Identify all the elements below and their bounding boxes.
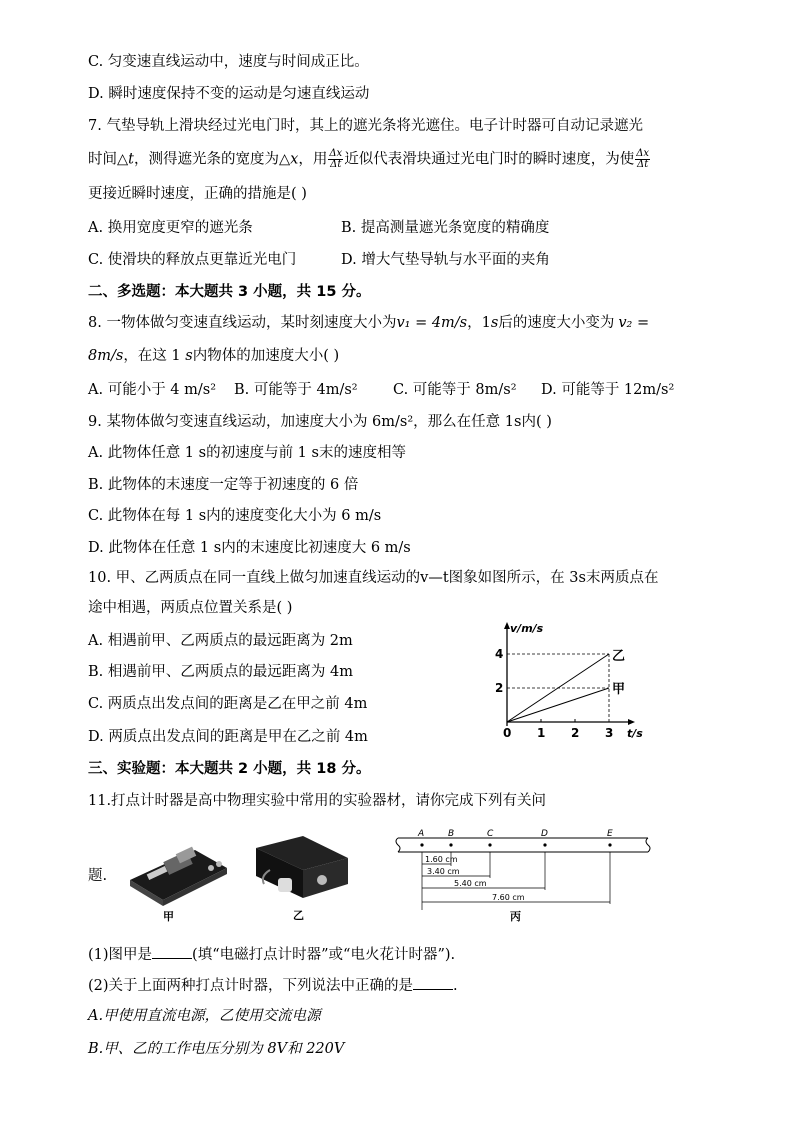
tape-label-e: E (607, 829, 613, 839)
dim-label-ac: 3.40 cm (427, 867, 460, 876)
q8-text: 8. 一物体做匀变速直线运动，某时刻速度大小为 (88, 315, 397, 331)
y-tick-2: 2 (495, 681, 504, 695)
q9-option-b: B. 此物体的末速度一定等于初速度的 6 倍 (88, 477, 359, 493)
y-axis-label: v/m/s (510, 622, 544, 635)
section-2-heading: 二、多选题：本大题共 3 小题，共 15 分。 (88, 284, 371, 300)
q11-part-1 (88, 944, 455, 965)
tape-dot-b (449, 843, 452, 846)
q8-v1: v₁ = 4m/s (396, 315, 468, 331)
tape-dot-d (543, 843, 546, 846)
timer-terminal (208, 865, 214, 871)
spark-timer-disc (278, 878, 292, 892)
x-tick-1: 1 (537, 726, 546, 740)
q7-stem-line1: 7. 气垫导轨上滑块经过光电门时，其上的遮光条将光遮住。电子计时器可自动记录遮光 (88, 118, 643, 134)
dim-label-ae: 7.60 cm (492, 893, 525, 902)
q8-option-c: C. 可能等于 8m/s² (393, 382, 517, 398)
tape-dot-e (608, 843, 611, 846)
q7-var-x: x (290, 151, 299, 168)
caption-yi: 乙 (293, 909, 304, 922)
q8-text: ，在这 1 (123, 348, 186, 364)
vt-graph (495, 618, 655, 748)
figure-yi-spark-timer (248, 826, 358, 923)
q8-unit-s: s (185, 348, 193, 364)
q10-option-c: C. 两质点出发点间的距离是乙在甲之前 4m (88, 696, 368, 712)
q11-part-2 (88, 975, 458, 996)
x-axis-label: t/s (627, 727, 643, 740)
q8-option-d: D. 可能等于 12m/s² (541, 382, 675, 398)
q8-stem-line1 (88, 313, 649, 333)
q10-option-d: D. 两质点出发点间的距离是甲在乙之前 4m (88, 729, 368, 745)
fraction-numerator: Δx (329, 148, 343, 159)
q7-text: ，测得遮光条的宽度为△ (133, 151, 291, 168)
x-tick-0: 0 (503, 726, 512, 740)
q11-part-1-text: (1)图甲是 (88, 947, 153, 963)
q7-text: ，用 (298, 151, 328, 168)
timer-terminal (216, 861, 222, 867)
q11-part-2-text: . (453, 978, 458, 994)
label-yi: 乙 (612, 649, 626, 664)
q11-option-b-text: 和 220 (287, 1041, 334, 1057)
fraction-numerator: Δx (636, 148, 650, 159)
label-jia: 甲 (612, 682, 626, 697)
q8-text: ，1 (467, 315, 491, 331)
figure-bing-paper-tape (392, 828, 652, 926)
q8-value: 8m/s (88, 348, 124, 364)
q7-stem-line3: 更接近瞬时速度，正确的措施是( ) (88, 186, 307, 202)
answer-blank-2[interactable] (413, 975, 453, 990)
q8-text: 后的速度大小变为 (498, 315, 615, 331)
q11-part-1-text: (填“电磁打点计时器”或“电火花计时器”). (192, 947, 456, 963)
q7-text: 时间△ (88, 151, 129, 168)
q6-option-c: C. 匀变速直线运动中，速度与时间成正比。 (88, 54, 369, 70)
q11-option-b (88, 1039, 344, 1059)
q8-stem-line2 (88, 346, 339, 366)
q8-text: 内物体的加速度大小( ) (192, 348, 340, 364)
dim-label-ab: 1.60 cm (425, 855, 458, 864)
q11-stem-line2: 题. (88, 868, 108, 884)
q8-option-b: B. 可能等于 4m/s² (234, 382, 358, 398)
figure-jia-electromagnetic-timer (125, 828, 230, 923)
q8-v2: v₂ = (618, 315, 650, 331)
caption-bing: 丙 (510, 910, 521, 923)
q11-option-b-text: B.甲、乙的工作电压分别为 8 (88, 1041, 277, 1057)
line-jia (507, 688, 609, 722)
q11-stem-line1: 11.打点计时器是高中物理实验中常用的实验器材，请你完成下列有关问 (88, 793, 547, 809)
dim-label-ad: 5.40 cm (454, 879, 487, 888)
q6-option-d: D. 瞬时速度保持不变的运动是匀速直线运动 (88, 86, 370, 102)
q7-option-b: B. 提高测量遮光条宽度的精确度 (341, 220, 550, 236)
tape-label-b: B (448, 829, 455, 839)
q9-option-d: D. 此物体在任意 1 s内的末速度比初速度大 6 m/s (88, 540, 411, 556)
x-axis-arrow (628, 719, 635, 725)
q10-stem-line2: 途中相遇，两质点位置关系是( ) (88, 600, 293, 616)
q10-stem-line1: 10. 甲、乙两质点在同一直线上做匀加速直线运动的v—t图象如图所示，在 3s末两质点在 (88, 570, 659, 586)
tape-dot-c (488, 843, 491, 846)
q7-fraction (635, 149, 650, 170)
q11-part-2-text: (2)关于上面两种打点计时器，下列说法中正确的是 (88, 978, 414, 994)
q7-stem-line2 (88, 149, 651, 170)
q7-option-d: D. 增大气垫导轨与水平面的夹角 (341, 252, 550, 268)
q7-text: 近似代表滑块通过光电门时的瞬时速度，为使 (344, 151, 635, 168)
tape-right-break (646, 838, 650, 852)
unit-v: V (276, 1041, 288, 1057)
q10-option-b: B. 相遇前甲、乙两质点的最远距离为 4m (88, 664, 353, 680)
tape-label-d: D (541, 829, 548, 839)
x-tick-2: 2 (571, 726, 580, 740)
q7-option-c: C. 使滑块的释放点更靠近光电门 (88, 252, 297, 268)
tape-dot-a (420, 843, 423, 846)
q11-option-a: A.甲使用直流电源，乙使用交流电源 (88, 1008, 321, 1024)
q7-var-t: t (128, 151, 134, 168)
y-tick-4: 4 (495, 647, 504, 661)
q7-fraction (328, 149, 343, 170)
q7-option-a: A. 换用宽度更窄的遮光条 (88, 220, 253, 236)
fraction-denominator: Δt (330, 159, 342, 170)
fraction-denominator: Δt (637, 159, 649, 170)
q8-option-a: A. 可能小于 4 m/s² (88, 382, 217, 398)
q9-option-c: C. 此物体在每 1 s内的速度变化大小为 6 m/s (88, 508, 382, 524)
q9-option-a: A. 此物体任意 1 s的初速度与前 1 s末的速度相等 (88, 445, 406, 461)
section-3-heading: 三、实验题：本大题共 2 小题，共 18 分。 (88, 761, 371, 777)
q9-stem: 9. 某物体做匀变速直线运动，加速度大小为 6m/s²，那么在任意 1s内( ) (88, 414, 552, 430)
spark-timer-knob (317, 875, 327, 885)
q10-option-a: A. 相遇前甲、乙两质点的最远距离为 2m (88, 633, 353, 649)
q8-unit-s: s (490, 315, 499, 331)
tape-left-break (396, 838, 400, 852)
caption-jia: 甲 (163, 910, 174, 923)
tape-label-a: A (418, 829, 425, 839)
tape-label-c: C (487, 829, 494, 839)
answer-blank-1[interactable] (152, 944, 192, 959)
x-tick-3: 3 (605, 726, 614, 740)
unit-v: V (333, 1041, 345, 1057)
